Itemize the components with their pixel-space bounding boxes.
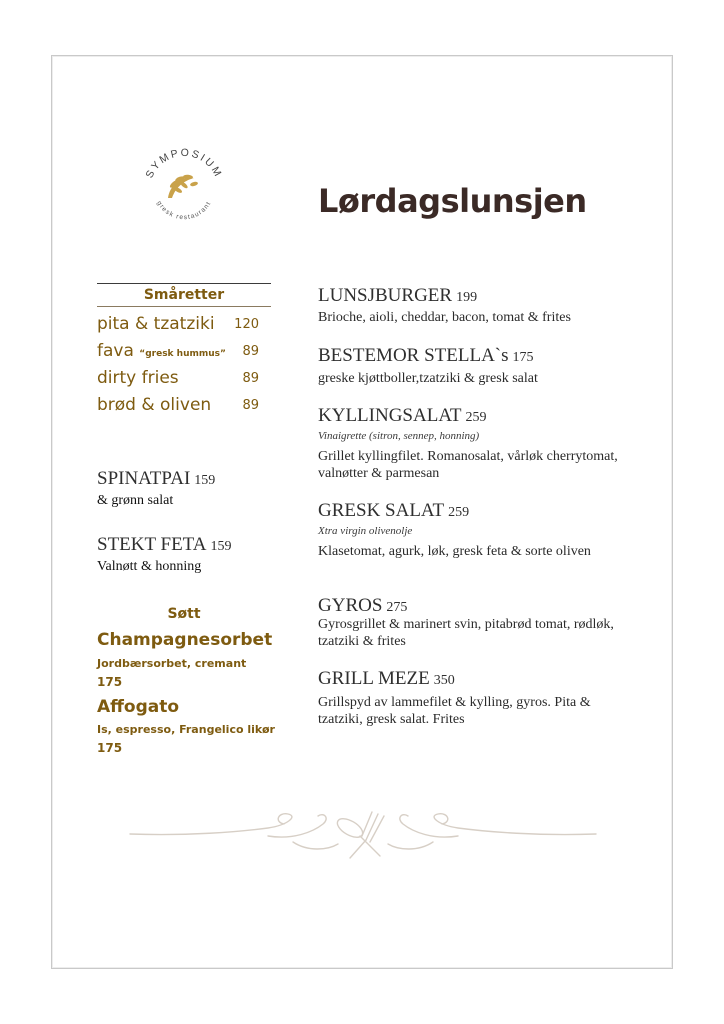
dish-subtitle: Vinaigrette (sitron, sennep, honning): [318, 430, 480, 442]
dessert-description: Is, espresso, Frangelico likør: [97, 723, 275, 736]
dish-description: Valnøtt & honning: [97, 559, 202, 574]
dish-name: STEKT FETA: [97, 534, 207, 555]
dish-name: BESTEMOR STELLA`s: [318, 345, 509, 366]
item-note: “gresk hummus”: [139, 349, 226, 359]
dish-description: Grillspyd av lammefilet & kylling, gyros. Pita & tzatziki, gresk salat. Frites: [318, 695, 591, 727]
dish-description: Brioche, aioli, cheddar, bacon, tomat & frites: [318, 310, 571, 325]
dish-heading: [318, 595, 407, 617]
item-name: fava: [97, 341, 134, 361]
item-name: brød & oliven: [97, 395, 212, 415]
dish-price: 159: [194, 473, 216, 488]
dish-price: 259: [465, 410, 487, 425]
item-price: 89: [242, 344, 259, 359]
dish-name: SPINATPAI: [97, 468, 191, 489]
cutlery-ornament-icon: [128, 806, 598, 862]
logo-tagline-text: gresk restaurant: [155, 200, 213, 222]
dish-heading: [318, 500, 469, 522]
dish-description: Gyrosgrillet & marinert svin, pitabrød tomat, rødløk, tzatziki & frites: [318, 617, 614, 649]
item-name: pita & tzatziki: [97, 314, 215, 334]
symposium-logo: [138, 140, 230, 232]
item-price: 120: [234, 317, 259, 332]
dessert-price: 175: [97, 741, 123, 755]
dish-description: & grønn salat: [97, 493, 174, 508]
dessert-price: 175: [97, 675, 123, 689]
sott-heading: Søtt: [167, 606, 201, 622]
dish-description: Grillet kyllingfilet. Romanosalat, vårløk cherrytomat, valnøtter & parmesan: [318, 449, 618, 481]
olive-wreath-icon: [168, 174, 198, 198]
item-price: 89: [242, 371, 259, 386]
dish-price: 259: [448, 505, 470, 520]
dish-description: Klasetomat, agurk, løk, gresk feta & sorte oliven: [318, 544, 591, 559]
dish-name: GYROS: [318, 595, 383, 616]
dish-price: 275: [386, 600, 408, 615]
dish-price: 350: [433, 673, 455, 688]
page-title: Lørdagslunsjen: [318, 182, 587, 220]
dish-description: greske kjøttboller,tzatziki & gresk salat: [318, 371, 538, 386]
item-price: 89: [242, 398, 259, 413]
dish-heading: [318, 405, 487, 427]
dessert-name: Affogato: [97, 697, 180, 717]
dessert-name: Champagnesorbet: [97, 630, 273, 650]
divider: [97, 306, 271, 307]
dish-heading: [97, 468, 215, 490]
dish-price: 159: [210, 539, 232, 554]
item-name: dirty fries: [97, 368, 179, 388]
dish-price: 175: [512, 350, 534, 365]
dish-name: LUNSJBURGER: [318, 285, 453, 306]
dish-heading: [318, 668, 455, 690]
dish-heading: [318, 285, 477, 307]
svg-text:SYMPOSIUM: [144, 147, 225, 180]
divider: [97, 283, 271, 284]
dish-price: 199: [456, 290, 478, 305]
svg-text:gresk restaurant: [155, 200, 212, 221]
dish-subtitle: Xtra virgin olivenolje: [318, 525, 413, 537]
dish-heading: [97, 534, 232, 556]
dish-heading: [318, 345, 534, 367]
dish-name: KYLLINGSALAT: [318, 405, 462, 426]
dish-name: GRESK SALAT: [318, 500, 445, 521]
dish-name: GRILL MEZE: [318, 668, 430, 689]
logo-brand-text: SYMPOSIUM: [143, 146, 225, 181]
smaaretter-heading: Småretter: [143, 287, 225, 303]
dessert-description: Jordbærsorbet, cremant: [97, 657, 247, 670]
